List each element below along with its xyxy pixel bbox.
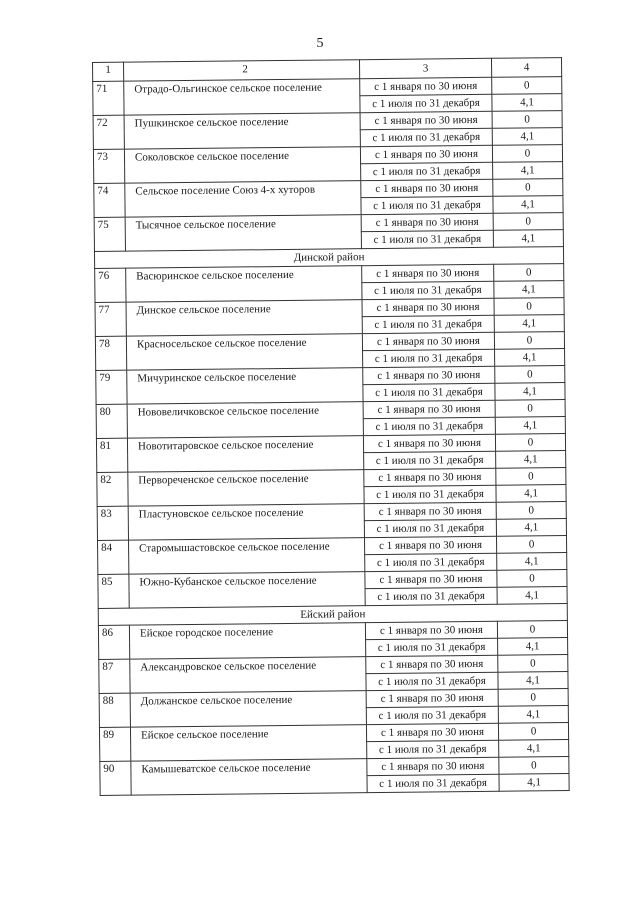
period-first-half: с 1 января по 30 июня [360,111,492,129]
value-second-half: 4,1 [498,638,568,656]
row-number: 74 [94,183,125,217]
settlement-name: Мичуринское сельское поселение [127,368,363,404]
settlement-name: Красносельское сельское поселение [126,334,362,370]
period-first-half: с 1 января по 30 июня [364,468,496,486]
period-second-half: с 1 июля по 31 декабря [361,230,493,248]
row-number: 85 [98,574,129,608]
settlement-name: Нововеличковское сельское поселение [127,402,363,438]
row-number: 82 [97,472,128,506]
row-number: 79 [96,370,127,404]
period-first-half: с 1 января по 30 июня [362,298,494,316]
period-second-half: с 1 июля по 31 декабря [361,196,493,214]
settlement-name: Сельское поселение Союз 4-х хуторов [125,181,361,217]
period-first-half: с 1 января по 30 июня [363,434,495,452]
settlement-name: Старомышастовское сельское поселение [129,538,365,574]
value-first-half: 0 [498,655,568,673]
period-second-half: с 1 июля по 31 декабря [365,553,497,571]
settlement-name: Ейское городское поселение [129,623,365,659]
row-number: 73 [93,149,124,183]
settlement-name: Первореченское сельское поселение [128,470,364,506]
period-first-half: с 1 января по 30 июня [362,332,494,350]
settlement-name: Должанское сельское поселение [130,691,366,727]
period-first-half: с 1 января по 30 июня [360,145,492,163]
header-col-3: 3 [359,58,491,78]
row-number: 89 [99,727,130,761]
period-first-half: с 1 января по 30 июня [365,621,497,639]
value-second-half: 4,1 [499,740,569,758]
value-second-half: 4,1 [497,587,567,605]
settlement-name: Пушкинское сельское поселение [124,113,360,149]
settlement-name: Тысячное сельское поселение [125,215,361,251]
value-first-half: 0 [494,332,564,350]
period-first-half: с 1 января по 30 июня [361,179,493,197]
period-second-half: с 1 июля по 31 декабря [364,519,496,537]
value-second-half: 4,1 [493,196,563,214]
period-second-half: с 1 июля по 31 декабря [366,672,498,690]
value-first-half: 0 [497,570,567,588]
settlement-name: Южно-Кубанское сельское поселение [129,572,365,608]
value-second-half: 4,1 [498,706,568,724]
period-second-half: с 1 июля по 31 декабря [364,485,496,503]
row-number: 76 [95,268,126,302]
value-first-half: 0 [495,434,565,452]
value-first-half: 0 [499,757,569,775]
header-col-4: 4 [491,58,561,78]
period-first-half: с 1 января по 30 июня [360,77,492,95]
settlement-name: Динское сельское поселение [126,300,362,336]
period-first-half: с 1 января по 30 июня [366,655,498,673]
period-second-half: с 1 июля по 31 декабря [364,451,496,469]
value-first-half: 0 [492,77,562,95]
period-first-half: с 1 января по 30 июня [366,723,498,741]
value-second-half: 4,1 [495,417,565,435]
value-second-half: 4,1 [498,672,568,690]
table-body [93,58,570,796]
region-title: Динской район [94,247,563,269]
region-title: Ейский район [98,604,567,626]
value-second-half: 4,1 [494,315,564,333]
row-number: 72 [93,115,124,149]
value-first-half: 0 [496,468,566,486]
period-second-half: с 1 июля по 31 декабря [360,94,492,112]
row-number: 90 [100,761,131,795]
value-first-half: 0 [493,179,563,197]
value-second-half: 4,1 [495,349,565,367]
period-first-half: с 1 января по 30 июня [363,366,495,384]
value-second-half: 4,1 [492,94,562,112]
period-second-half: с 1 июля по 31 декабря [363,349,495,367]
value-first-half: 0 [493,213,563,231]
value-second-half: 4,1 [493,230,563,248]
row-number: 86 [98,625,129,659]
row-number: 78 [95,336,126,370]
value-first-half: 0 [497,621,567,639]
value-second-half: 4,1 [492,128,562,146]
period-first-half: с 1 января по 30 июня [365,570,497,588]
value-first-half: 0 [492,111,562,129]
value-second-half: 4,1 [496,451,566,469]
value-first-half: 0 [498,689,568,707]
value-first-half: 0 [495,366,565,384]
settlement-name: Новотитаровское сельское поселение [127,436,363,472]
period-second-half: с 1 июля по 31 декабря [365,587,497,605]
value-first-half: 0 [498,723,568,741]
header-col-2: 2 [124,60,360,81]
value-first-half: 0 [492,145,562,163]
period-first-half: с 1 января по 30 июня [367,757,499,775]
settlement-name: Камышеватское сельское поселение [131,759,367,795]
period-first-half: с 1 января по 30 июня [363,400,495,418]
value-second-half: 4,1 [499,774,569,792]
period-first-half: с 1 января по 30 июня [366,689,498,707]
value-second-half: 4,1 [497,553,567,571]
period-second-half: с 1 июля по 31 декабря [362,281,494,299]
period-first-half: с 1 января по 30 июня [364,502,496,520]
settlement-name: Соколовское сельское поселение [124,147,360,183]
value-second-half: 4,1 [496,519,566,537]
period-second-half: с 1 июля по 31 декабря [361,162,493,180]
value-second-half: 4,1 [495,383,565,401]
row-number: 77 [95,302,126,336]
row-number: 80 [96,404,127,438]
value-first-half: 0 [496,536,566,554]
period-second-half: с 1 июля по 31 декабря [366,706,498,724]
tariff-table [92,57,570,796]
value-first-half: 0 [494,298,564,316]
settlement-name: Отрадо-Ольгинское сельское поселение [124,79,360,115]
period-first-half: с 1 января по 30 июня [362,264,494,282]
period-second-half: с 1 июля по 31 декабря [362,315,494,333]
row-number: 87 [99,659,130,693]
period-second-half: с 1 июля по 31 декабря [363,383,495,401]
header-col-1: 1 [93,62,124,81]
value-second-half: 4,1 [496,485,566,503]
period-second-half: с 1 июля по 31 декабря [367,774,499,792]
settlement-name: Васюринское сельское поселение [126,266,362,302]
row-number: 83 [97,506,128,540]
value-first-half: 0 [495,400,565,418]
row-number: 81 [96,438,127,472]
period-first-half: с 1 января по 30 июня [361,213,493,231]
row-number: 84 [98,540,129,574]
row-number: 75 [94,217,125,251]
period-second-half: с 1 июля по 31 декабря [363,417,495,435]
period-first-half: с 1 января по 30 июня [364,536,496,554]
value-first-half: 0 [496,502,566,520]
value-first-half: 0 [494,264,564,282]
row-number: 71 [93,81,124,115]
settlement-name: Ейское сельское поселение [130,725,366,761]
period-second-half: с 1 июля по 31 декабря [367,740,499,758]
settlement-name: Александровское сельское поселение [130,657,366,693]
page-number: 5 [316,36,324,51]
value-second-half: 4,1 [494,281,564,299]
value-second-half: 4,1 [493,162,563,180]
period-second-half: с 1 июля по 31 декабря [366,638,498,656]
settlement-name: Пластуновское сельское поселение [128,504,364,540]
row-number: 88 [99,693,130,727]
period-second-half: с 1 июля по 31 декабря [360,128,492,146]
